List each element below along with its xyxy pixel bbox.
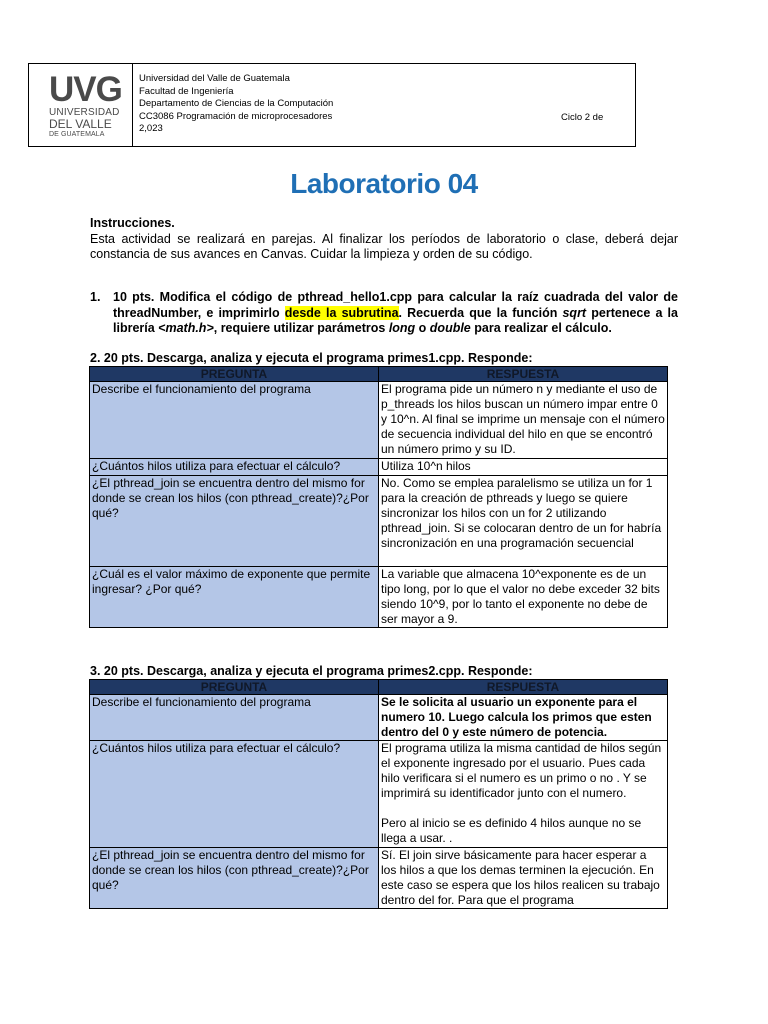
table-header [90,367,668,382]
header-course: CC3086 Programación de microprocesadores [139,110,333,122]
answer-cell: La variable que almacena 10^exponente es de un tipo long, por lo que el valor no debe exceder 32 bits siendo 10^9, por lo tanto el exponente no debe de ser mayor a 9. [379,567,668,628]
answer-cell: Se le solicita al usuario un exponente para el numero 10. Luego calcula los primos que esten dentro del 0 y este número de potencia. [379,695,668,741]
question-cell: ¿Cuántos hilos utiliza para efectuar el cálculo? [90,459,379,476]
logo-line-1: UNIVERSIDAD [49,107,120,118]
question-3-title: 3. 20 pts. Descarga, analiza y ejecuta el programa primes2.cpp. Responde: [90,664,533,678]
q1-part-1: 10 pts. Modifica el código de pthread_hello1.cpp para calcular la raíz cuadrada del valor de threadNumber, e imprimirlo [113,290,678,320]
uvg-logo [29,64,133,146]
q1-double: double [429,321,471,335]
question-cell: ¿El pthread_join se encuentra dentro del mismo for donde se crean los hilos (con pthread_create)?¿Por qué? [90,476,379,567]
instructions-text: Esta actividad se realizará en parejas. Al finalizar los períodos de laboratorio o clase, deberá dejar constancia de sus avances en Canvas. Cuidar la limpieza y orden de su código. [90,231,678,261]
logo-line-2: DEL VALLE [49,117,112,131]
header-faculty: Facultad de Ingeniería [139,85,234,97]
table-header [90,680,668,695]
header-info [139,73,333,136]
table-row [90,741,668,848]
page-title: Laboratorio 04 [290,168,478,199]
q1-sqrt: sqrt [562,305,587,320]
answer-cell: No. Como se emplea paralelismo se utiliza un for 1 para la creación de pthreads y luego se quiere sincronizar los hilos con un for 2 utilizando pthread_join. Si se colocaran dentro de un for habría sincronización en una programación secuencial [379,476,668,567]
table-row [90,848,668,909]
q1-mathh: <math.h> [158,321,214,335]
q1-part-6: para realizar el cálculo. [470,321,612,335]
question-cell: Describe el funcionamiento del programa [90,695,379,741]
q1-highlight: desde la subrutina [284,305,399,320]
header-year: 2,023 [139,123,163,134]
question-1 [90,290,678,337]
question-cell: ¿Cuántos hilos utiliza para efectuar el cálculo? [90,741,379,848]
q1-part-2: . Recuerda que la función [398,305,563,320]
logo-line-3: DE GUATEMALA [49,131,105,138]
document-header [28,63,636,147]
question-cell: ¿Cuál es el valor máximo de exponente que permite ingresar? ¿Por qué? [90,567,379,628]
logo-uvg-text: UVG [49,70,122,109]
q1-long: long [388,321,416,335]
answer-cell: El programa pide un número n y mediante el uso de p_threads los hilos buscan un número impar entre 0 y 10^n. Al final se imprime un mensaje con el número de secuencia individual del hilo en que se encontró un número primo y su ID. [379,382,668,459]
question-1-number: 1. [90,290,101,304]
header-department: Departamento de Ciencias de la Computación [139,98,334,109]
answer-cell: Utiliza 10^n hilos [379,459,668,476]
table-row [90,567,668,628]
q1-part-5: o [415,321,430,335]
answer-cell [379,741,668,848]
header-respuesta: RESPUESTA [379,680,668,695]
q1-part-4: , requiere utilizar parámetros [213,321,389,335]
question-cell: Describe el funcionamiento del programa [90,382,379,459]
answer-cell: Sí. El join sirve básicamente para hacer esperar a los hilos a que los demas terminen la ejecución. En este caso se espera que los hilos realicen su trabajo dentro del for. Para que el programa [379,848,668,909]
q1-part-3: pertenece a la librería [113,305,678,335]
table-row [90,695,668,741]
instructions [90,216,678,263]
question-3-table [89,679,668,909]
header-university: Universidad del Valle de Guatemala [139,73,290,84]
question-2-title: 2. 20 pts. Descarga, analiza y ejecuta el programa primes1.cpp. Responde: [90,351,533,365]
header-respuesta: RESPUESTA [379,367,668,382]
answer-paragraph: El programa utiliza la misma cantidad de hilos según el exponente ingresado por el usuario. Pues cada hilo verificara si el numero es un primo o no . Y se imprimirá su identificador junto con el numero. [381,741,662,800]
table-row [90,476,668,567]
header-pregunta: PREGUNTA [90,367,379,382]
header-pregunta: PREGUNTA [90,680,379,695]
question-2-table [89,366,668,628]
header-ciclo: Ciclo 2 de [561,112,604,123]
question-cell: ¿El pthread_join se encuentra dentro del mismo for donde se crean los hilos (con pthread_create)?¿Por qué? [90,848,379,909]
question-1-text [113,290,678,337]
table-row [90,382,668,459]
table-row [90,459,668,476]
answer-paragraph: Pero al inicio se es definido 4 hilos aunque no se llega a usar. . [381,816,642,845]
instructions-heading: Instrucciones. [90,216,175,230]
